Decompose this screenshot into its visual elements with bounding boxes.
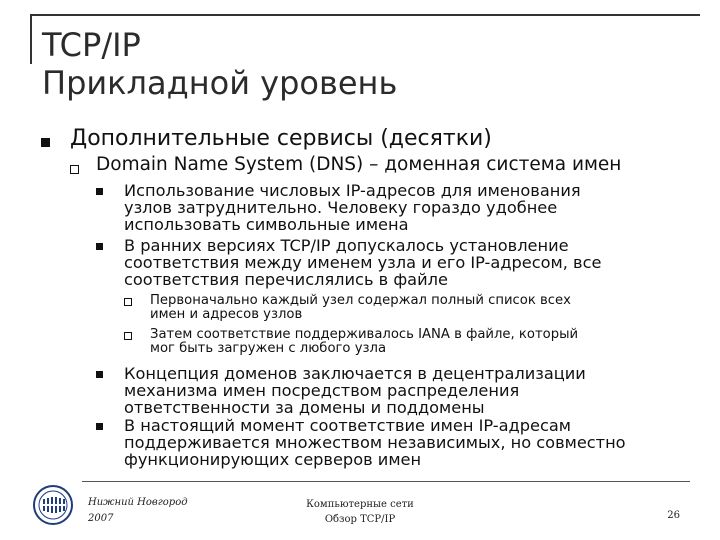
title-line-1: TCP/IP: [42, 26, 141, 64]
bullet-line: соответствия перечислялись в файле: [124, 270, 448, 289]
hollow-square-bullet-icon: [124, 332, 132, 340]
hollow-square-bullet-icon: [70, 165, 79, 174]
bullet-text: [124, 365, 664, 416]
bullet-text: [150, 294, 670, 322]
university-logo-icon: [32, 484, 74, 526]
bullet-line: соответствия между именем узла и его IP-адресом, все: [124, 253, 602, 272]
bullet-line: механизма имен посредством распределения: [124, 381, 520, 400]
bullet-line: В настоящий момент соответствие имен IP-адресам: [124, 416, 571, 435]
square-bullet-icon: [96, 243, 103, 250]
slide-title: [42, 26, 397, 102]
bullet-line: узлов затруднительно. Человеку гораздо удобнее: [124, 198, 558, 217]
square-bullet-icon: [96, 371, 103, 378]
bullet-line: ответственности за домены и поддомены: [124, 398, 485, 417]
bullet-line: имен и адресов узлов: [150, 307, 303, 322]
bullet-text: Domain Name System (DNS) – доменная система имен: [96, 154, 622, 175]
bullet-line: Концепция доменов заключается в децентрализации: [124, 364, 586, 383]
bullet-line: В ранних версиях TCP/IP допускалось установление: [124, 236, 569, 255]
bullet-line: использовать символьные имена: [124, 215, 409, 234]
bullet-text: [150, 328, 670, 356]
footer-location: [88, 495, 188, 527]
bullet-line: мог быть загружен с любого узла: [150, 341, 387, 356]
footer-course-line2: Обзор TCP/IP: [324, 514, 396, 525]
page-number: 26: [667, 510, 680, 521]
title-line-2: Прикладной уровень: [42, 64, 398, 102]
title-frame-vertical: [30, 14, 32, 64]
footer-course-line1: Компьютерные сети: [306, 499, 414, 510]
hollow-square-bullet-icon: [124, 298, 132, 306]
bullet-text: [124, 182, 664, 233]
square-bullet-icon: [96, 423, 103, 430]
bullet-text: [124, 237, 664, 288]
footer-divider: [82, 481, 690, 482]
bullet-text: Дополнительные сервисы (десятки): [70, 126, 492, 151]
title-frame-horizontal: [30, 14, 700, 16]
bullet-text: [124, 417, 664, 468]
square-bullet-icon: [41, 138, 50, 147]
footer-city: Нижний Новгород: [88, 497, 188, 508]
footer-year: 2007: [88, 513, 114, 524]
bullet-line: Использование числовых IP-адресов для именования: [124, 181, 581, 200]
square-bullet-icon: [96, 188, 103, 195]
footer-course: [260, 497, 460, 527]
bullet-line: функционирующих серверов имен: [124, 450, 422, 469]
bullet-line: поддерживается множеством независимых, но совместно: [124, 433, 626, 452]
bullet-line: Затем соответствие поддерживалось IANA в файле, который: [150, 327, 579, 342]
bullet-line: Первоначально каждый узел содержал полный список всех: [150, 293, 571, 308]
